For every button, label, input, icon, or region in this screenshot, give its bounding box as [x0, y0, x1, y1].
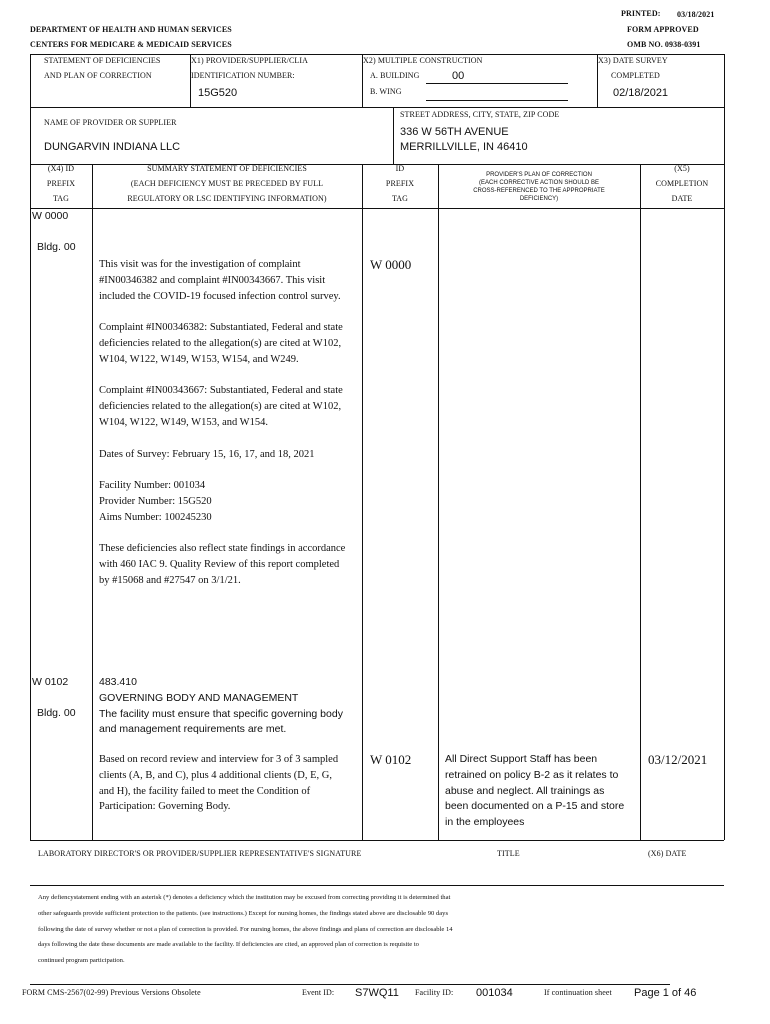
- prefix-tag-2: W 0102: [32, 676, 69, 688]
- summary-header-1: SUMMARY STATEMENT OF DEFICIENCIES: [147, 164, 307, 173]
- statement-label-1: STATEMENT OF DEFICIENCIES: [44, 56, 161, 65]
- omb-number: OMB NO. 0938-0391: [627, 40, 701, 49]
- x2-label: X2) MULTIPLE CONSTRUCTION: [363, 56, 483, 65]
- printed-label: PRINTED:: [621, 9, 661, 18]
- signature-label: LABORATORY DIRECTOR'S OR PROVIDER/SUPPLIER REPRESENTATIVE'S SIGNATURE: [38, 849, 362, 858]
- x1-label-1: X1) PROVIDER/SUPPLIER/CLIA: [191, 56, 309, 65]
- x6-date-label: (X6) DATE: [648, 849, 687, 858]
- x1-label-2: IDENTIFICATION NUMBER:: [191, 71, 295, 80]
- survey-date: 02/18/2021: [613, 87, 669, 99]
- plan-header-2: (EACH CORRECTIVE ACTION SHOULD BE: [478, 180, 600, 186]
- event-id-value: S7WQ11: [355, 987, 399, 999]
- disclaimer-line: days following the date these documents are made available to the facility. If deficiencies are cited, an approved plan of correction is requisite to: [38, 941, 419, 948]
- x4-header-3: TAG: [52, 194, 70, 203]
- facility-number-line: Facility Number: 001034: [99, 480, 206, 492]
- x4-header-2: PREFIX: [46, 179, 76, 188]
- plan-header-4: DEFICIENCY): [519, 196, 559, 202]
- address-label: STREET ADDRESS, CITY, STATE, ZIP CODE: [400, 110, 560, 119]
- form-identifier: FORM CMS-2567(02-99) Previous Versions Obsolete: [22, 988, 201, 997]
- summary-header-2: (EACH DEFICIENCY MUST BE PRECEDED BY FULL: [130, 179, 324, 188]
- summary-paragraph: This visit was for the investigation of complaint #IN00346382 and complaint #IN00343667. This visit included the COVID-19 focused infection control survey.: [99, 259, 341, 302]
- provider-name: DUNGARVIN INDIANA LLC: [44, 141, 181, 153]
- x4-header-1: (X4) ID: [47, 164, 75, 173]
- regulation-block: [99, 675, 349, 738]
- x5-header-2: COMPLETION: [655, 179, 709, 188]
- disclaimer-line: continued program participation.: [38, 957, 125, 964]
- facility-ids: [99, 478, 349, 525]
- prefix-tag-1: W 0000: [32, 210, 69, 222]
- facility-id-value: 001034: [476, 987, 513, 999]
- continuation-label: If continuation sheet: [544, 988, 612, 997]
- x5-header-1: (X5): [674, 164, 690, 173]
- building-value: 00: [452, 70, 465, 82]
- id-header-2: PREFIX: [385, 179, 415, 188]
- regulation-text: The facility must ensure that specific governing body and management requirements are met.: [99, 707, 343, 736]
- summary-block-1: [99, 257, 349, 589]
- provider-number-line: Provider Number: 15G520: [99, 495, 212, 507]
- plan-header-1: PROVIDER'S PLAN OF CORRECTION: [486, 172, 592, 178]
- disclaimer-line: following the date of survey whether or not a plan of correction is provided. For nursing homes, the above findings and plans of correction are disclosable 14: [38, 926, 453, 933]
- summary-header-3: REGULATORY OR LSC IDENTIFYING INFORMATION): [127, 194, 327, 203]
- regulation-title: GOVERNING BODY AND MANAGEMENT: [99, 691, 299, 704]
- summary-paragraph: Complaint #IN00346382: Substantiated, Federal and state deficiencies related to the allegation(s) are cited at W102, W104, W122, W149, W153, W154, and W249.: [99, 322, 343, 365]
- form-approved: FORM APPROVED: [627, 25, 699, 34]
- disclaimer-line: Any defiencystatement ending with an asterisk (*) denotes a deficiency which the institution may be excused from correcting providing it is determined that: [38, 894, 451, 901]
- id-header-1: ID: [395, 164, 405, 173]
- id-header-3: TAG: [391, 194, 409, 203]
- title-label: TITLE: [497, 849, 520, 858]
- disclaimer-line: other safeguards provide sufficient protection to the patients. (see instructions.) Except for nursing homes, the findings stated above are disclosable 90 days: [38, 910, 449, 917]
- page-number: Page 1 of 46: [634, 987, 697, 999]
- x3-label: X3) DATE SURVEY: [598, 56, 668, 65]
- regulation-code: 483.410: [99, 676, 137, 688]
- statement-label-2: AND PLAN OF CORRECTION: [44, 71, 152, 80]
- wing-label: B. WING: [370, 87, 402, 96]
- plan-header-3: CROSS-REFERENCED TO THE APPROPRIATE: [473, 188, 605, 194]
- event-id-label: Event ID:: [302, 988, 335, 997]
- building-tag-2: Bldg. 00: [37, 707, 76, 719]
- x5-header-3: DATE: [671, 194, 693, 203]
- completed-label: COMPLETED: [611, 71, 660, 80]
- department-title: DEPARTMENT OF HEALTH AND HUMAN SERVICES: [30, 25, 232, 34]
- id-tag-1: W 0000: [370, 257, 412, 272]
- address-line-1: 336 W 56TH AVENUE: [400, 126, 509, 138]
- address-line-2: MERRILLVILLE, IN 46410: [400, 141, 528, 153]
- printed-date: 03/18/2021: [677, 10, 715, 19]
- completion-date: 03/12/2021: [648, 752, 708, 767]
- centers-title: CENTERS FOR MEDICARE & MEDICAID SERVICES: [30, 40, 232, 49]
- id-tag-2: W 0102: [370, 752, 412, 767]
- summary-paragraph: Dates of Survey: February 15, 16, 17, and 18, 2021: [99, 448, 315, 460]
- aims-number-line: Aims Number: 100245230: [99, 511, 212, 523]
- summary-paragraph: Complaint #IN00343667: Substantiated, Federal and state deficiencies related to the allegation(s) are cited at W102, W104, W122, W149, W153, and W154.: [99, 385, 343, 428]
- facility-id-label: Facility ID:: [415, 988, 454, 997]
- building-label: A. BUILDING: [370, 71, 420, 80]
- finding-text: Based on record review and interview for 3 of 3 sampled clients (A, B, and C), plus 4 additional clients (D, E, G, and H), the facility failed to meet the Condition of Participation: Governing Body.: [99, 754, 339, 813]
- summary-paragraph: These deficiencies also reflect state findings in accordance with 460 IAC 9. Quality Review of this report completed by #15068 and #27547 on 3/1/21.: [99, 543, 346, 586]
- building-tag-1: Bldg. 00: [37, 241, 76, 253]
- plan-of-correction-text: All Direct Support Staff has been retrained on policy B-2 as it relates to abuse and neglect. All trainings as been documented on a P-15 and store in the employees: [445, 753, 625, 829]
- provider-name-label: NAME OF PROVIDER OR SUPPLIER: [44, 118, 177, 127]
- provider-id-number: 15G520: [198, 87, 238, 99]
